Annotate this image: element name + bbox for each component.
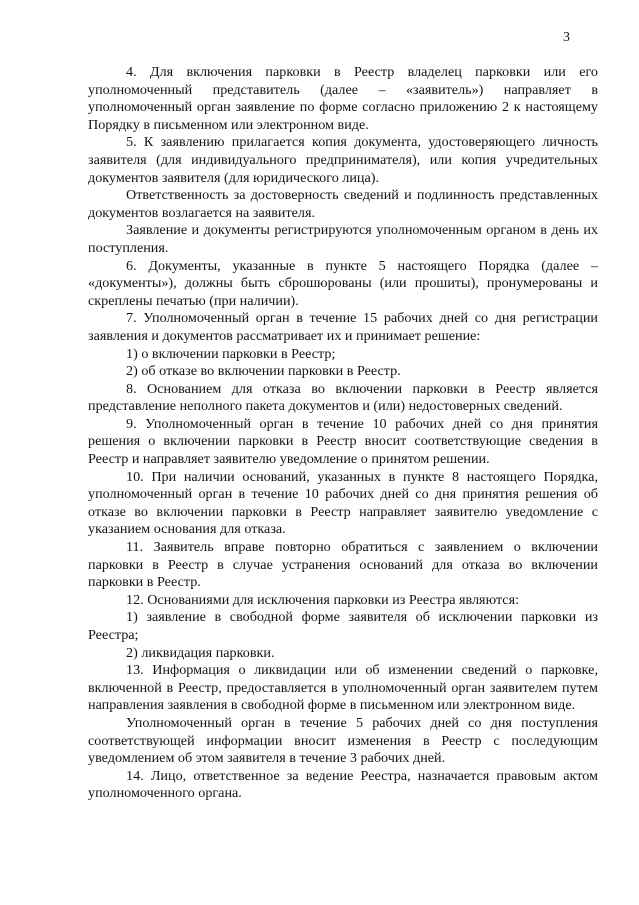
paragraph-item-9: 9. Уполномоченный орган в течение 10 рабочих дней со дня принятия решения о включении парковки в Реестр вносит соответствующие сведения в Реестр и направляет заявителю уведомление о принятом решении. — [88, 415, 598, 468]
paragraph-item-13: 13. Информация о ликвидации или об изменении сведений о парковке, включенной в Реестр, предоставляется в уполномоченный орган заявителем путем направления заявления в свободной форме в письменном или электронном виде. — [88, 662, 598, 714]
paragraph-item-7-option-1: 1) о включении парковки в Реестр; — [126, 345, 336, 362]
paragraph-item-7-option-2: 2) об отказе во включении парковки в Реестр. — [126, 363, 401, 380]
paragraph-item-13-update: Уполномоченный орган в течение 5 рабочих дней со дня поступления соответствующей информации вносит изменения в Реестр с последующим уведомлением об этом заявителя в течение 3 рабочих дней. — [88, 714, 598, 767]
paragraph-item-8: 8. Основанием для отказа во включении парковки в Реестр является представление неполного пакета документов и (или) недостоверных сведений. — [88, 380, 598, 415]
paragraph-item-4: 4. Для включения парковки в Реестр владелец парковки или его уполномоченный представитель (далее – «заявитель») направляет в уполномоченный орган заявление по форме согласно приложению 2 к настоящему Порядку в письменном или электронном виде. — [88, 64, 598, 133]
paragraph-item-14: 14. Лицо, ответственное за ведение Реестра, назначается правовым актом уполномоченного органа. — [88, 767, 598, 802]
paragraph-item-10: 10. При наличии оснований, указанных в пункте 8 настоящего Порядка, уполномоченный орган в течение 10 рабочих дней со дня принятия решения об отказе во включении парковки в Реестр направляет заявителю уведомление с указанием основания для отказа. — [88, 468, 598, 538]
page-number: 3 — [563, 30, 570, 45]
paragraph-item-11: 11. Заявитель вправе повторно обратиться с заявлением о включении парковки в Реестр в случае устранения оснований для отказа во включении парковки в Реестр. — [88, 539, 598, 591]
paragraph-item-7: 7. Уполномоченный орган в течение 15 рабочих дней со дня регистрации заявления и документов рассматривает их и принимает решение: — [88, 310, 598, 344]
paragraph-item-5: 5. К заявлению прилагается копия документа, удостоверяющего личность заявителя (для индивидуального предпринимателя), или копия учредительных документов заявителя (для юридического лица). — [88, 134, 598, 186]
paragraph-item-6: 6. Документы, указанные в пункте 5 настоящего Порядка (далее – «документы»), должны быть сброшюрованы (или прошиты), пронумерованы и скреплены печатью (при наличии). — [88, 257, 598, 309]
paragraph-registration: Заявление и документы регистрируются уполномоченным органом в день их поступления. — [88, 222, 598, 256]
document-body — [88, 64, 598, 803]
paragraph-responsibility: Ответственность за достоверность сведений и подлинность представленных документов возлагается на заявителя. — [88, 187, 598, 221]
paragraph-item-12: 12. Основаниями для исключения парковки из Реестра являются: — [126, 591, 520, 608]
paragraph-item-12-option-1: 1) заявление в свободной форме заявителя об исключении парковки из Реестра; — [88, 609, 598, 643]
paragraph-item-12-option-2: 2) ликвидация парковки. — [126, 644, 275, 661]
